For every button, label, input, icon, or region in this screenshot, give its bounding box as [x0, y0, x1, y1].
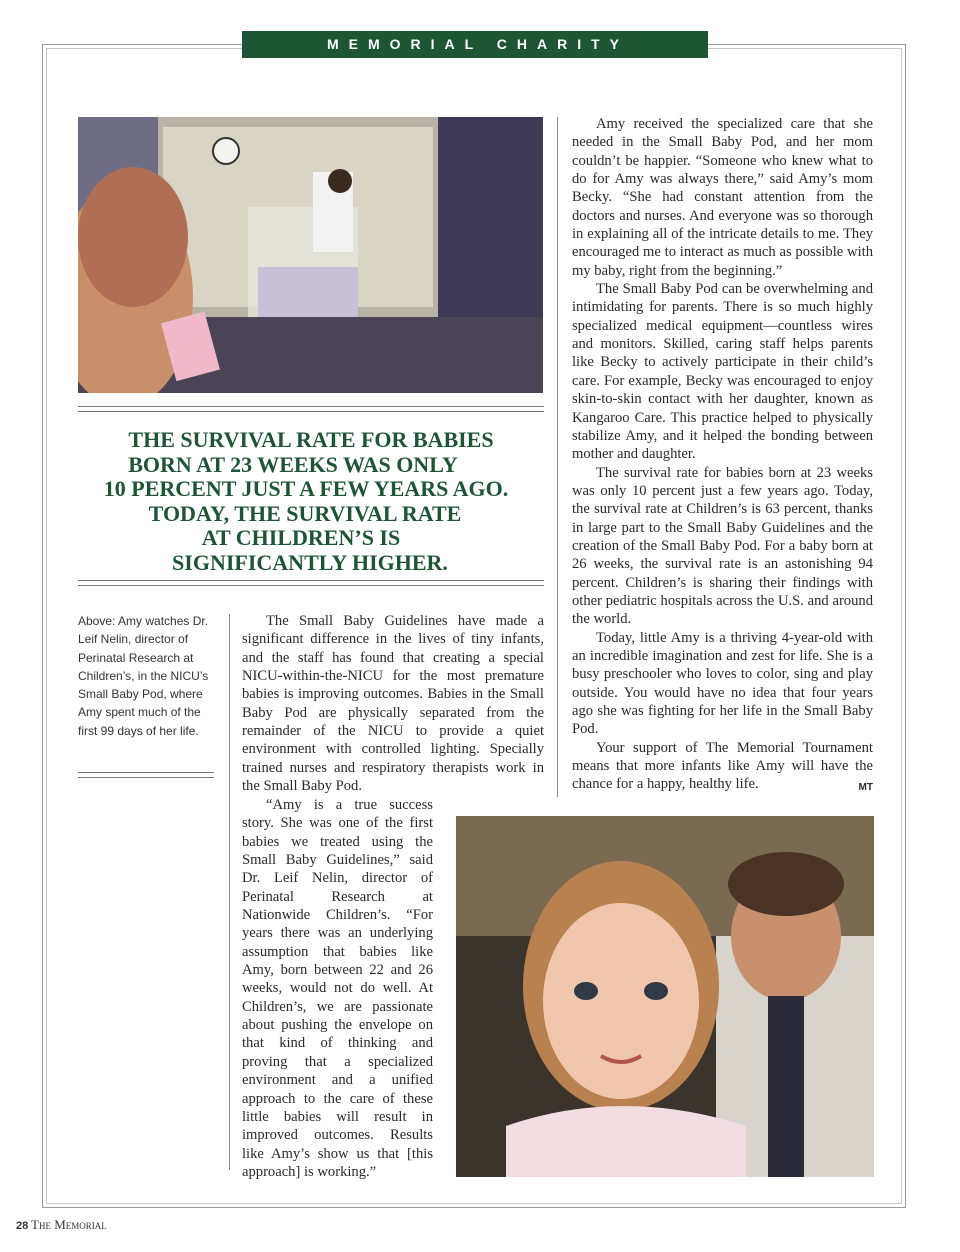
article-paragraph: The Small Baby Pod can be overwhelming and intimidating for parents. There is so much highly specialized medical equipment—countless wires and monitors. Skilled, caring staff helps parents like Becky to actively participate in their child’s care. For example, Becky was encouraged to enjoy skin-to-skin contact with her daughter, known as Kangaroo Care. This practice helped to physically stabilize Amy, and it helped the bonding between mother and daughter.: [572, 281, 873, 463]
magazine-name: The Memorial: [31, 1217, 107, 1232]
pullquote-line: SIGNIFICANTLY HIGHER.: [172, 549, 448, 575]
article-paragraph: Amy received the specialized care that she needed in the Small Baby Pod, and her mom couldn’t be happier. “Someone who knew what to do for Amy was always there,” said Amy’s mom Becky. “She had constant attention from the doctors and nurses. And everyone was so thorough in explaining all of the intricate details to me. They encouraged me to interact as much as possible with my baby, right from the beginning.”: [572, 116, 873, 279]
pullquote-line: 10 PERCENT JUST A FEW YEARS AGO.: [103, 476, 509, 501]
article-paragraph: Today, little Amy is a thriving 4-year-old with an incredible imagination and zest for life. She is a busy preschooler who loves to color, sing and play outside. You would have no idea that four years ago she was fighting for her life in the Small Baby Pod.: [572, 629, 873, 738]
article-column-right: [572, 115, 873, 798]
pullquote: [78, 428, 544, 575]
photo-caption: Above: Amy watches Dr. Leif Nelin, director of Perinatal Research at Children’s, in the NICU’s Small Baby Pod, where Amy spent much of the first 99 days of her life.: [78, 614, 209, 738]
article-column-middle-lower: [242, 796, 433, 1181]
amy-portrait-photo: [456, 816, 874, 1177]
pullquote-line: THE SURVIVAL RATE FOR BABIES: [128, 427, 494, 452]
section-label: MEMORIAL CHARITY: [326, 36, 630, 52]
pullquote-line: TODAY, THE SURVIVAL RATE: [148, 500, 462, 526]
end-mark: MT: [858, 782, 873, 794]
pullquote-line: AT CHILDREN’S IS: [201, 525, 401, 550]
section-banner: [242, 31, 708, 58]
article-paragraph: The survival rate for babies born at 23 weeks was only 10 percent just a few years ago. Today, the survival rate at Children’s is 63 percent, thanks in large part to the Small Baby Guidelines and the creation of the Small Baby Pod. For a baby born at 26 weeks, the survival rate is an astonishing 94 percent. Children’s is sharing their findings with other pediatric hospitals across the U.S. and around the world.: [572, 464, 873, 628]
article-column-middle: [242, 612, 544, 795]
column-divider-right: [557, 117, 558, 797]
caption-rule: [78, 772, 214, 778]
pullquote-bottom-rule: [78, 580, 544, 586]
pullquote-top-rule: [78, 406, 544, 412]
pullquote-line: BORN AT 23 WEEKS WAS ONLY: [128, 451, 458, 477]
article-closing-text: Your support of The Memorial Tournament means that more infants like Amy will have the chance for a happy, healthy life.: [572, 739, 873, 793]
article-paragraph: [572, 739, 873, 794]
page-number: 28: [16, 1220, 29, 1232]
article-paragraph: “Amy is a true success story. She was one of the first babies we treated using the Small Baby Guidelines,” said Dr. Leif Nelin, director of Perinatal Research at Nationwide Children’s. “For years there was an underlying assumption that babies like Amy, born between 22 and 26 weeks, would not do well. At Children’s, we are passionate about pushing the envelope on that kind of thinking and proving that a specialized environment and a unified approach to the care of these little babies will result in improved outcomes. Results like Amy’s show us that [this approach] is working.”: [242, 797, 433, 1180]
page-footer: [16, 1217, 107, 1233]
column-divider-left: [229, 614, 230, 1170]
article-paragraph: The Small Baby Guidelines have made a significant difference in the lives of tiny infants, and the staff has found that creating a special NICU-within-the-NICU for the most premature babies is improving outcomes. Babies in the Small Baby Pod are physically separated from the remainder of the NICU to provide a quiet environment with controlled lighting. Specially trained nurses and respiratory therapists work in the Small Baby Pod.: [242, 613, 544, 795]
nicu-photo: [78, 117, 543, 393]
